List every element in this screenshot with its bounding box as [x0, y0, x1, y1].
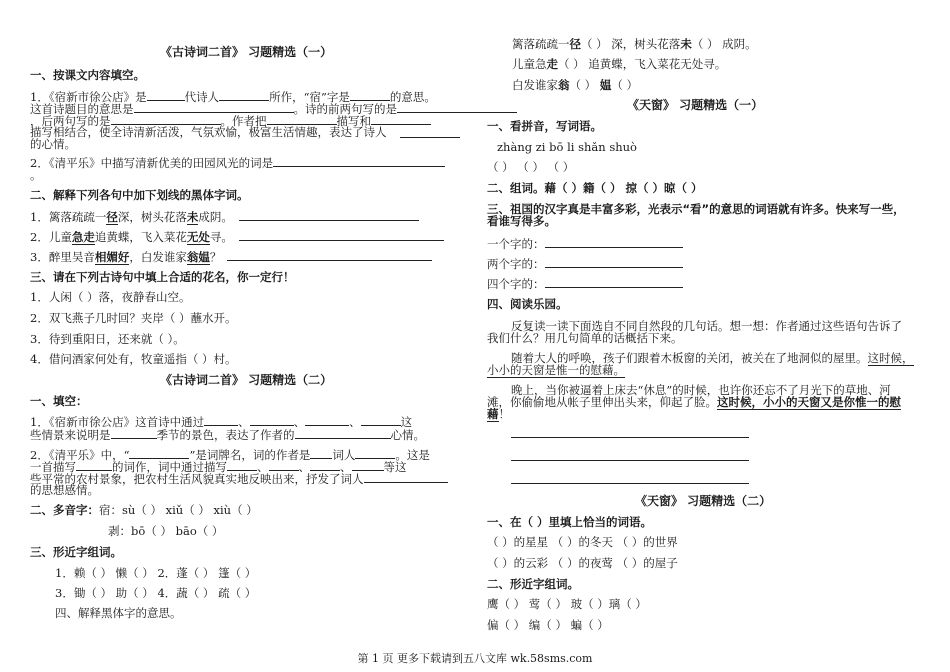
- answer-parens: （ ） （ ） （ ）: [487, 160, 575, 174]
- question-text: 篱落疏疏一径（ ） 深，树头花落未（ ） 成阴。: [512, 37, 757, 51]
- pinyin-row: zhàng zi bō li shǎn shuò: [497, 140, 637, 154]
- answer-line: [511, 437, 749, 438]
- question-text: 四个字的：: [487, 276, 683, 291]
- reading-paragraph: 随着大人的呼唤，孩子们跟着木板窗的关闭，被关在了地洞似的屋里。这时候，: [511, 351, 914, 365]
- section-heading: 一、看拼音，写词语。: [487, 119, 602, 133]
- question-text: 剥：bō（ ） bāo（ ）: [108, 524, 224, 538]
- question-text: 一个字的：: [487, 236, 683, 251]
- section-heading: 三、祖国的汉字真是丰富多彩，光表示“看”的意思的词语就有许多。快来写一些，: [487, 202, 905, 216]
- section-heading: 一、在（ ）里填上恰当的词语。: [487, 515, 653, 529]
- question-text: 1．篱落疏疏一径深，树头花落未成阴。: [30, 209, 419, 224]
- section-heading: 二、多音字：宿：sù（ ） xiǔ（ ） xiù（ ）: [30, 503, 258, 517]
- section-heading: 二、解释下列各句中加下划线的黑体字词。: [30, 188, 249, 202]
- section-heading: 一、按课文内容填空。: [30, 68, 145, 82]
- question-text: 的心情。: [30, 137, 76, 151]
- worksheet-title-3: 《天窗》 习题精选（一）: [627, 98, 764, 112]
- question-text: 的思想感情。: [30, 483, 99, 497]
- question-text: 1．赖（ ） 懒（ ） 2．蓬（ ） 篷（ ）: [55, 566, 257, 580]
- reading-paragraph: 滩，你偷偷地从帐子里伸出头来，仰起了脸。这时候，小小的天窗又是你惟一的慰: [487, 395, 901, 409]
- question-text: 2．《清平乐》中，“ ”是词牌名，词的作者是 词人 。这是: [30, 448, 430, 462]
- question-text: 些平常的农村景象，把农村生活风貌真实地反映出来，抒发了词人: [30, 471, 448, 486]
- question-text: 这首诗题目的意思是 。诗的前两句写的是: [30, 101, 517, 116]
- section-heading: 四、解释黑体字的意思。: [55, 606, 182, 620]
- section-heading: 一、填空：: [30, 394, 88, 408]
- reading-paragraph: 藉！: [487, 407, 510, 421]
- question-text: 2．《清平乐》中描写清新优美的田园风光的词是: [30, 155, 445, 170]
- section-heading: 四、阅读乐园。: [487, 297, 568, 311]
- question-text: 3．醉里吴音相媚好，白发谁家翁媪？: [30, 249, 432, 264]
- reading-paragraph: 小小的天窗是惟一的慰藉。: [487, 363, 625, 377]
- section-heading: 看谁写得多。: [487, 214, 556, 228]
- question-text: 2．儿童急走追黄蝶，飞入菜花无处寻。: [30, 229, 444, 244]
- left-column: [0, 0, 475, 650]
- reading-paragraph: 晚上，当你被逼着上床去“休息”的时候，也许你还忘不了月光下的草地、河: [511, 383, 891, 397]
- question-text: 4．借问酒家何处有，牧童遥指（ ）村。: [30, 352, 237, 366]
- reading-paragraph: 我们什么？用几句简单的话概括下来。: [487, 331, 683, 345]
- question-text: 1．人闲（ ）落，夜静春山空。: [30, 290, 191, 304]
- question-text: ，后两句写的是 。作者把 描写和: [30, 113, 431, 128]
- question-text: 描写相结合，使全诗清新活泼，气氛欢愉，极富生活情趣，表达了诗人: [30, 125, 387, 139]
- question-text: 些情景来说明是 季节的景色，表达了作者的 心情。: [30, 428, 425, 442]
- question-text: 。: [30, 168, 42, 182]
- question-text: 儿童急走（ ） 追黄蝶，飞入菜花无处寻。: [512, 57, 727, 71]
- page-footer: 第 1 页 更多下载请到五八文库 wk.58sms.com: [357, 652, 593, 665]
- question-text: 2．双飞燕子几时回？夹岸（ ）蘸水开。: [30, 311, 237, 325]
- section-heading: 三、形近字组词。: [30, 545, 122, 559]
- section-heading: 二、组词。藉（ ）籍（ ） 掠（ ）晾（ ）: [487, 181, 703, 195]
- answer-line: [511, 483, 749, 484]
- question-text: 白发谁家翁（ ） 媪（ ）: [512, 78, 638, 92]
- worksheet-title-4: 《天窗》 习题精选（二）: [635, 494, 772, 508]
- reading-paragraph: 反复读一读下面选自不同自然段的几句话。想一想：作者通过这些语句告诉了: [511, 319, 902, 333]
- question-text: 鹰（ ） 莺（ ） 玻（ ）璃（ ）: [487, 597, 647, 611]
- question-text: 偏（ ） 编（ ） 蝙（ ）: [487, 618, 609, 632]
- question-text: 1．《宿新市徐公店》是 代诗人 所作，“宿”字是 的意思。: [30, 90, 436, 104]
- worksheet-title-1: 《古诗词二首》 习题精选（一）: [160, 45, 333, 59]
- section-heading: 三、请在下列古诗句中填上合适的花名，你一定行！: [30, 270, 295, 284]
- worksheet-title-2: 《古诗词二首》 习题精选（二）: [160, 373, 333, 387]
- question-text: 一首描写 的词作，词中通过描写 、 、 、 等这: [30, 460, 407, 474]
- section-heading: 二、形近字组词。: [487, 577, 579, 591]
- answer-line: [400, 137, 460, 138]
- right-column: [475, 0, 950, 650]
- question-text: （ ）的星星 （ ）的冬天 （ ）的世界: [487, 535, 678, 549]
- question-text: 两个字的：: [487, 256, 683, 271]
- question-text: 3．锄（ ） 助（ ） 4．蔬（ ） 疏（ ）: [55, 586, 257, 600]
- question-text: 3．待到重阳日，还来就（ ）。: [30, 332, 185, 346]
- question-text: （ ）的云彩 （ ）的夜莺 （ ）的屋子: [487, 556, 678, 570]
- answer-line: [511, 460, 749, 461]
- question-text: 1．《宿新市徐公店》这首诗中通过 、 、 、 这: [30, 415, 413, 429]
